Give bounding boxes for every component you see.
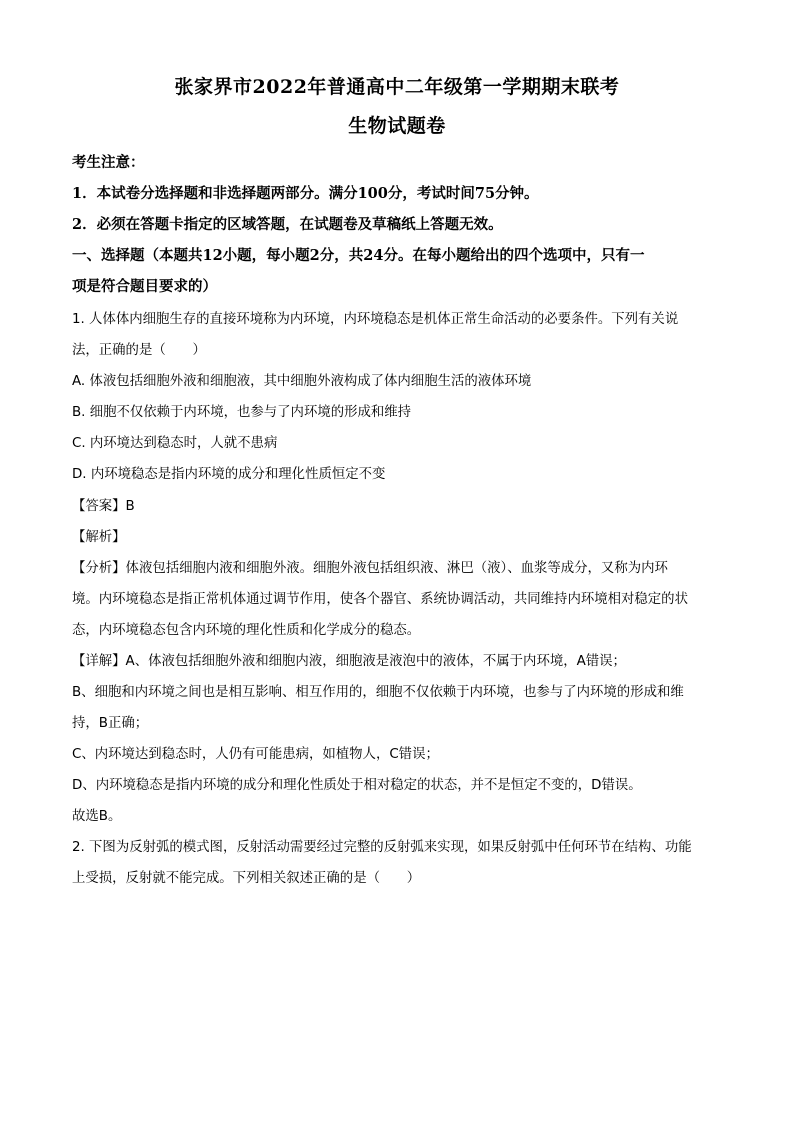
exam-title: 张家界市2022年普通高中二年级第一学期期末联考 xyxy=(174,76,620,98)
q1-fenxi-line-1: 【分析】体液包括细胞内液和细胞外液。细胞外液包括组织液、淋巴（液）、血浆等成分，又称为内环 xyxy=(72,561,668,576)
section-heading-line-2: 项是符合题目要求的） xyxy=(72,278,217,295)
q1-detail-line-3: 持，B正确； xyxy=(72,716,149,731)
q1-detail-line-4: C、内环境达到稳态时，人仍有可能患病，如植物人，C错误； xyxy=(72,747,439,762)
q1-detail-line-1: 【详解】A、体液包括细胞外液和细胞内液，细胞液是液泡中的液体，不属于内环境，A错误； xyxy=(72,654,626,669)
notice-item-1: 1．本试卷分选择题和非选择题两部分。满分100分，考试时间75分钟。 xyxy=(72,185,539,202)
q2-stem-line-1: 2. 下图为反射弧的模式图，反射活动需要经过完整的反射弧来实现，如果反射弧中任何环节在结构、功能 xyxy=(72,840,692,855)
q1-fenxi-line-2: 境。内环境稳态是指正常机体通过调节作用，使各个器官、系统协调活动，共同维持内环境相对稳定的状 xyxy=(72,592,688,607)
notice-item-2: 2．必须在答题卡指定的区域答题，在试题卷及草稿纸上答题无效。 xyxy=(72,216,503,233)
section-heading-line-1: 一、选择题（本题共12小题，每小题2分，共24分。在每小题给出的四个选项中，只有一 xyxy=(72,247,645,264)
q1-detail-line-2: B、细胞和内环境之间也是相互影响、相互作用的，细胞不仅依赖于内环境，也参与了内环境的形成和维 xyxy=(72,685,684,700)
notice-label: 考生注意： xyxy=(72,154,145,171)
q1-detail-line-5: D、内环境稳态是指内环境的成分和理化性质处于相对稳定的状态，并不是恒定不变的，D错误。 xyxy=(72,778,642,793)
exam-subtitle: 生物试题卷 xyxy=(348,115,446,137)
q1-conclusion: 故选B。 xyxy=(72,809,122,824)
q1-fenxi-line-3: 态，内环境稳态包含内环境的理化性质和化学成分的稳态。 xyxy=(72,623,421,638)
q1-option-b: B. 细胞不仅依赖于内环境，也参与了内环境的形成和维持 xyxy=(72,405,412,420)
q1-answer: 【答案】B xyxy=(72,499,135,514)
q2-stem-line-2: 上受损，反射就不能完成。下列相关叙述正确的是（ ） xyxy=(72,871,421,886)
q1-stem-line-1: 1. 人体体内细胞生存的直接环境称为内环境，内环境稳态是机体正常生命活动的必要条件。下列有关说 xyxy=(72,312,679,327)
q1-option-d: D. 内环境稳态是指内环境的成分和理化性质恒定不变 xyxy=(72,467,386,482)
q1-stem-line-2: 法，正确的是（ ） xyxy=(72,343,206,358)
q1-option-c: C. 内环境达到稳态时，人就不患病 xyxy=(72,436,278,451)
q1-option-a: A. 体液包括细胞外液和细胞液，其中细胞外液构成了体内细胞生活的液体环境 xyxy=(72,374,532,389)
q1-analysis-label: 【解析】 xyxy=(72,530,126,545)
